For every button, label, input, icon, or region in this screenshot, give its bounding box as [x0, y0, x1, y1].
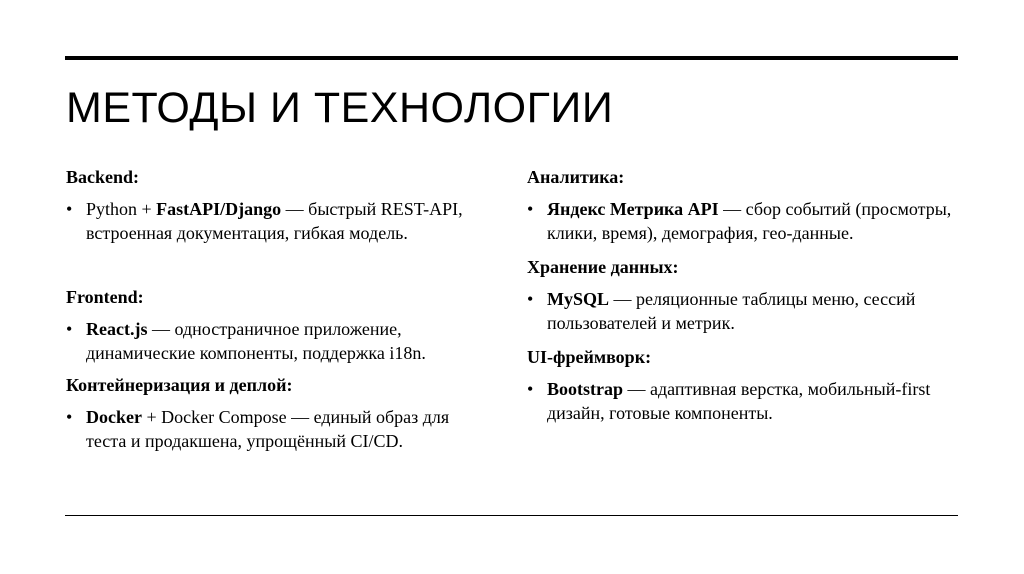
storage-list — [527, 287, 957, 335]
ui-framework-item — [527, 377, 957, 425]
frontend-heading: Frontend: — [66, 287, 144, 307]
analytics-item-rest: — сбор событий (просмотры, клики, время), демография, гео-данные. — [547, 199, 952, 243]
backend-item-bold: FastAPI/Django — [156, 199, 282, 219]
containerization-item — [66, 405, 486, 453]
frontend-item — [66, 317, 486, 365]
storage-section — [527, 255, 957, 335]
frontend-item-rest: — одностраничное приложение, динамические компоненты, поддержка i18n. — [86, 319, 426, 363]
left-column — [66, 165, 486, 453]
frontend-item-bold: React.js — [86, 319, 148, 339]
containerization-item-rest: + Docker Compose — единый образ для теста и продакшена, упрощённый CI/CD. — [86, 407, 450, 451]
containerization-heading: Контейнеризация и деплой: — [66, 375, 293, 395]
frontend-list — [66, 317, 486, 365]
backend-item-text: Python + — [86, 199, 157, 219]
right-column — [527, 165, 957, 425]
containerization-list — [66, 405, 486, 453]
analytics-heading: Аналитика: — [527, 167, 625, 187]
containerization-item-bold: Docker — [86, 407, 142, 427]
slide-title: МЕТОДЫ И ТЕХНОЛОГИИ — [66, 84, 614, 132]
storage-item-bold: MySQL — [547, 289, 610, 309]
storage-item — [527, 287, 957, 335]
bottom-divider — [65, 515, 958, 516]
analytics-list — [527, 197, 957, 245]
top-divider — [65, 56, 958, 60]
backend-item — [66, 197, 486, 245]
analytics-section — [527, 165, 957, 245]
analytics-item — [527, 197, 957, 245]
ui-framework-item-rest: — адаптивная верстка, мобильный-first дизайн, готовые компоненты. — [547, 379, 931, 423]
storage-heading: Хранение данных: — [527, 257, 679, 277]
storage-item-rest: — реляционные таблицы меню, сессий пользователей и метрик. — [547, 289, 916, 333]
backend-heading: Backend: — [66, 167, 140, 187]
backend-list — [66, 197, 486, 245]
ui-framework-list — [527, 377, 957, 425]
frontend-section — [66, 285, 486, 365]
analytics-item-bold: Яндекс Метрика API — [547, 199, 719, 219]
ui-framework-item-bold: Bootstrap — [547, 379, 623, 399]
backend-item-rest: — быстрый REST-API, встроенная документация, гибкая модель. — [86, 199, 463, 243]
ui-framework-heading: UI-фреймворк: — [527, 347, 652, 367]
ui-framework-section — [527, 345, 957, 425]
backend-section — [66, 165, 486, 245]
containerization-section — [66, 373, 486, 453]
